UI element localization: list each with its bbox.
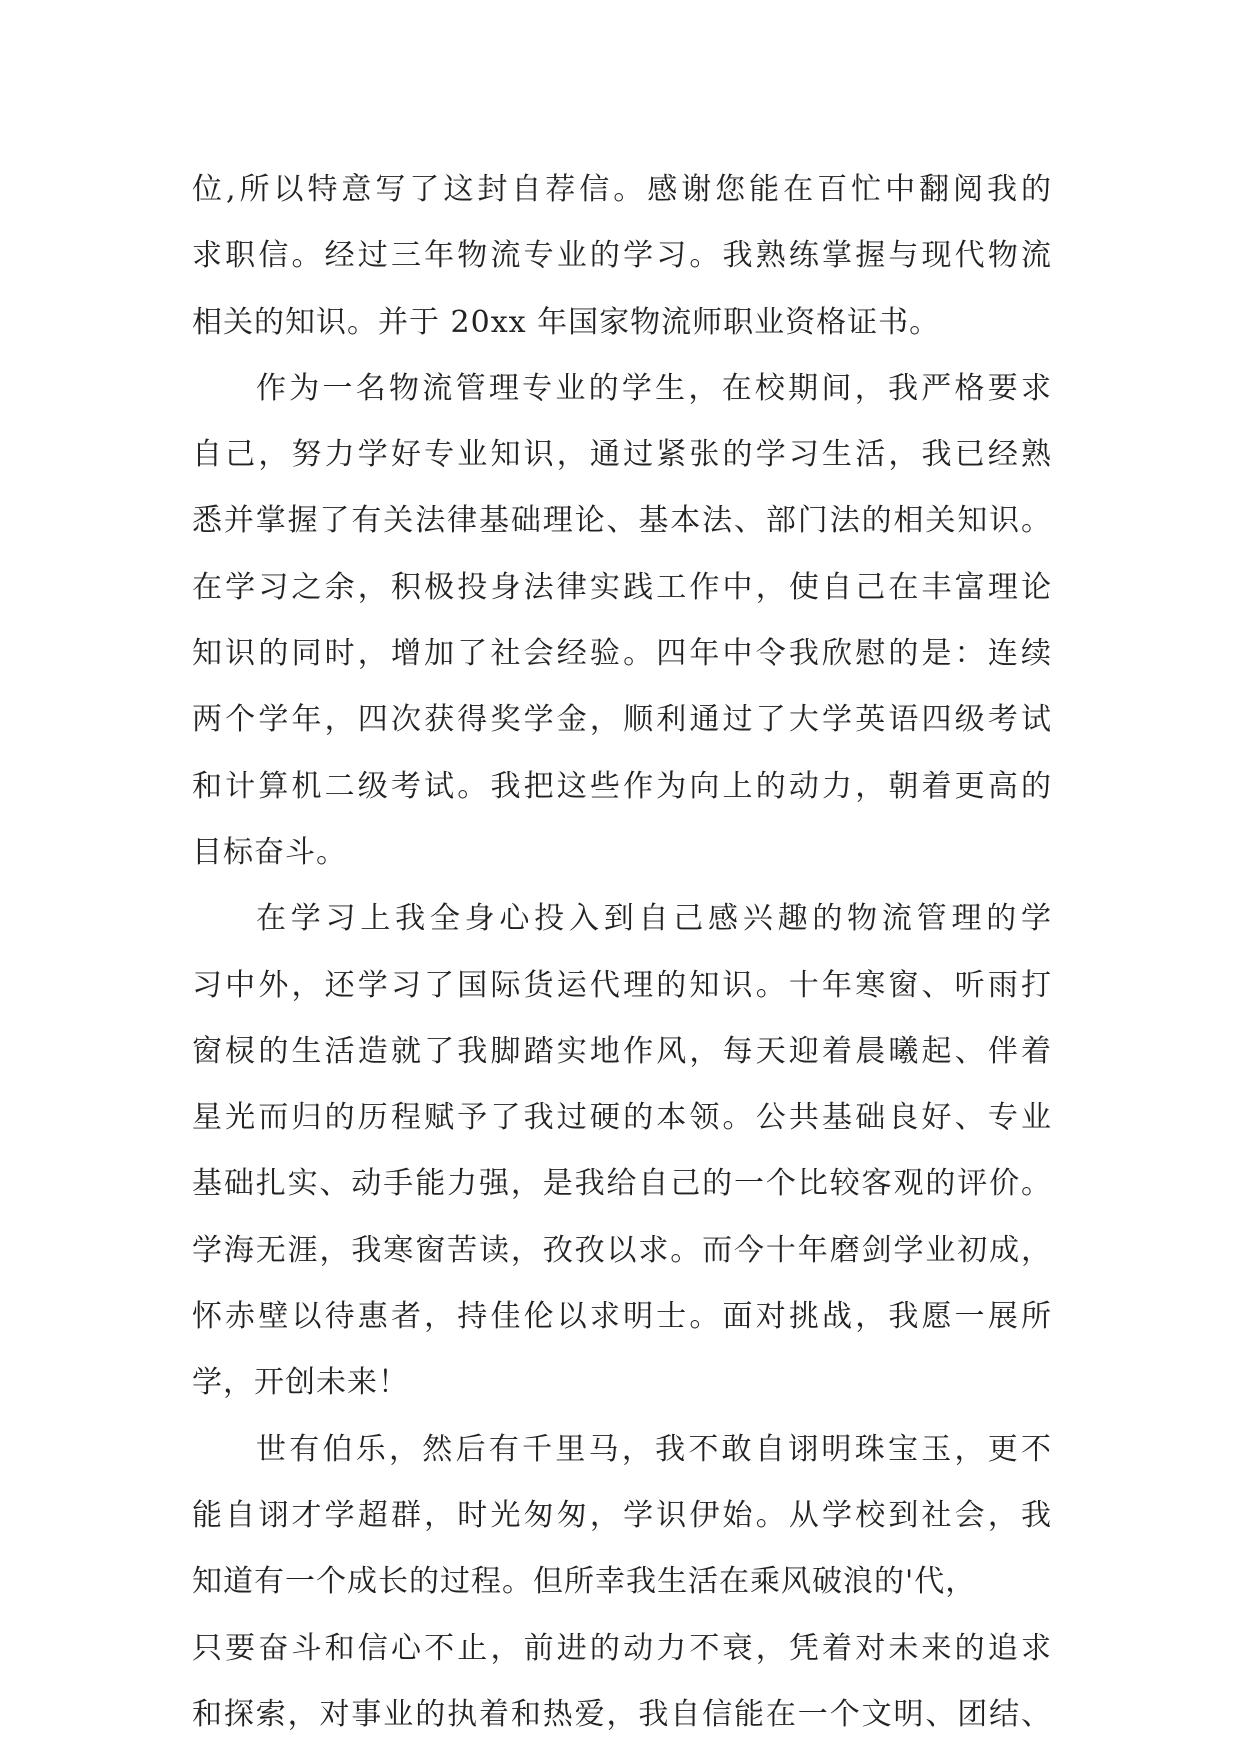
text-line: 位,所以特意写了这封自荐信。感谢您能在百忙中翻阅我的 xyxy=(192,172,1052,207)
text-line: 星光而归的历程赋予了我过硬的本领。公共基础良好、专业 xyxy=(192,1100,1052,1136)
text-line: 怀赤壁以待惠者，持佳伦以求明士。面对挑战，我愿一展所 xyxy=(192,1299,1052,1335)
text-line: 窗棂的生活造就了我脚踏实地作风，每天迎着晨曦起、伴着 xyxy=(192,1033,1052,1069)
text-line: 和计算机二级考试。我把这些作为向上的动力，朝着更高的 xyxy=(192,768,1052,804)
text-line: 习中外，还学习了国际货运代理的知识。十年寒窗、听雨打 xyxy=(192,967,1052,1003)
text-line: 知道有一个成长的过程。但所幸我生活在乘风破浪的'代， xyxy=(192,1564,977,1600)
text-line: 相关的知识。并于 20xx 年国家物流师职业资格证书。 xyxy=(192,304,941,340)
text-line: 目标奋斗。 xyxy=(192,834,347,870)
text-line: 学海无涯，我寒窗苦读，孜孜以求。而今十年磨剑学业初成， xyxy=(192,1232,1052,1268)
paragraph-first-line: 作为一名物流管理专业的学生，在校期间，我严格要求 xyxy=(256,370,1052,406)
text-line: 能自诩才学超群，时光匆匆，学识伊始。从学校到社会，我 xyxy=(192,1497,1052,1533)
text-line: 只要奋斗和信心不止，前进的动力不衰，凭着对未来的追求 xyxy=(192,1630,1052,1666)
text-line: 学，开创未来！ xyxy=(192,1365,409,1401)
text-line: 悉并掌握了有关法律基础理论、基本法、部门法的相关知识。 xyxy=(192,503,1052,539)
text-line: 两个学年，四次获得奖学金，顺利通过了大学英语四级考试 xyxy=(192,702,1052,738)
paragraph-first-line: 世有伯乐，然后有千里马，我不敢自诩明珠宝玉，更不 xyxy=(256,1431,1052,1467)
text-line: 在学习之余，积极投身法律实践工作中，使自己在丰富理论 xyxy=(192,569,1052,605)
text-line: 求职信。经过三年物流专业的学习。我熟练掌握与现代物流 xyxy=(192,238,1052,274)
text-line: 和探索，对事业的执着和热爱，我自信能在一个文明、团结、 xyxy=(192,1696,1052,1732)
paragraph-first-line: 在学习上我全身心投入到自己感兴趣的物流管理的学 xyxy=(256,901,1052,937)
text-line: 知识的同时，增加了社会经验。四年中令我欣慰的是：连续 xyxy=(192,636,1052,672)
text-line: 基础扎实、动手能力强，是我给自己的一个比较客观的评价。 xyxy=(192,1166,1052,1202)
text-line: 自己，努力学好专业知识，通过紧张的学习生活，我已经熟 xyxy=(192,437,1052,473)
letter-body xyxy=(192,157,1052,1748)
